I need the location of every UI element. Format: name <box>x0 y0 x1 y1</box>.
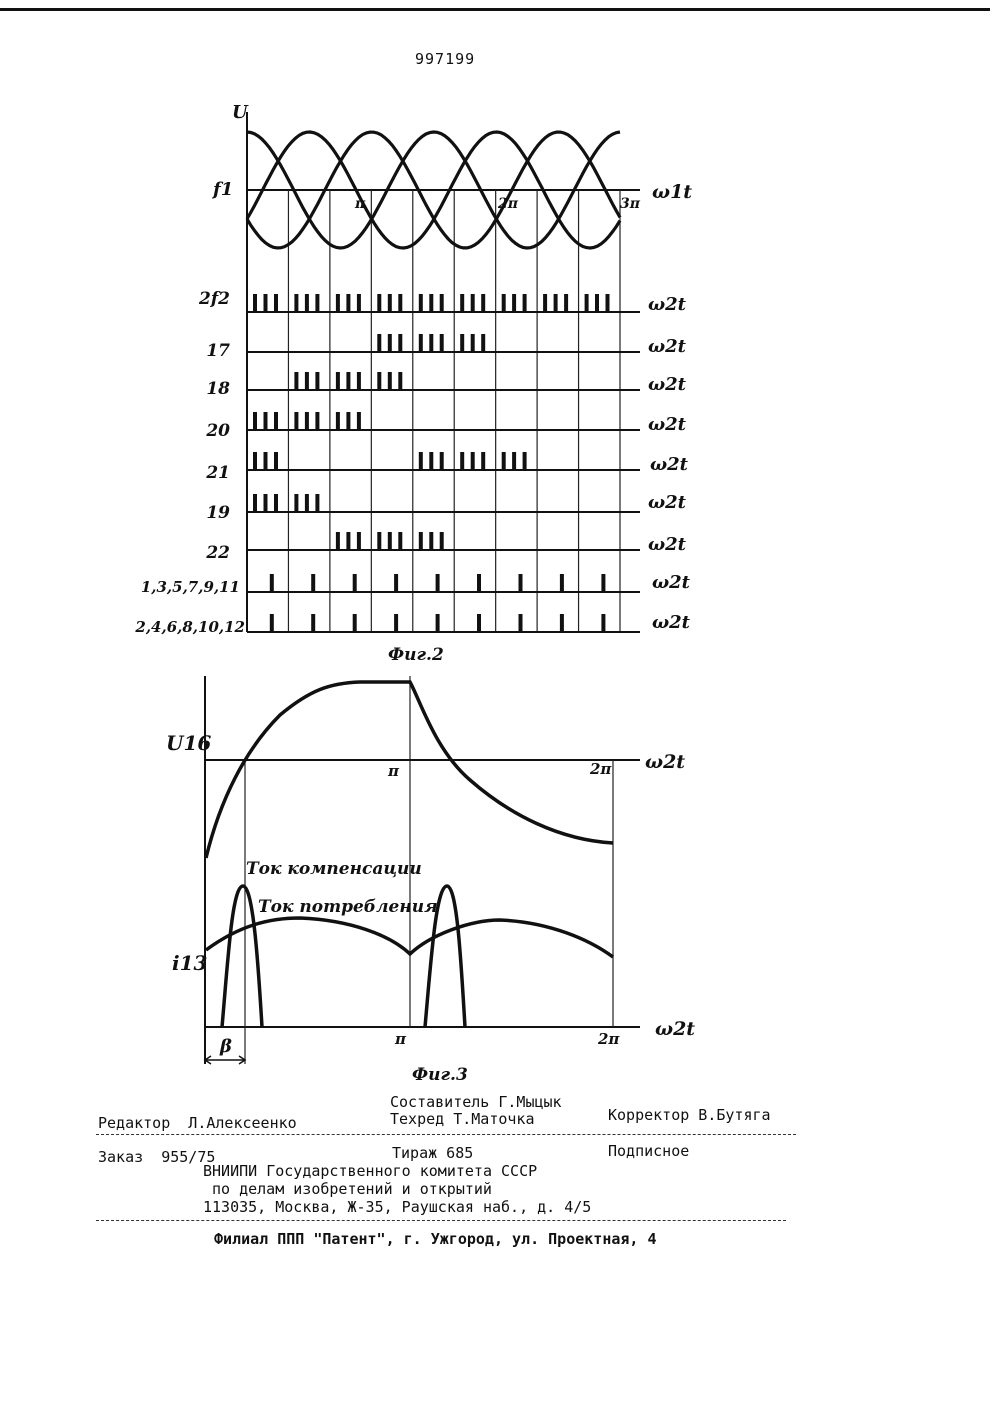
pulse-mark <box>601 574 605 592</box>
fig3-pi-label-top: π <box>388 762 399 780</box>
pulse-mark <box>274 452 278 470</box>
org-line-2: по делам изобретений и открытий <box>212 1180 492 1198</box>
pulse-mark <box>311 614 315 632</box>
pulse-mark <box>274 294 278 312</box>
pulse-mark <box>502 294 506 312</box>
subscription-line: Подписное <box>608 1142 690 1160</box>
omega2t-label-row5: ω2t <box>650 454 688 475</box>
pulse-mark <box>270 614 274 632</box>
address-line: 113035, Москва, Ж-35, Раушская наб., д. 4/5 <box>203 1198 592 1216</box>
pulse-mark <box>512 452 516 470</box>
pulse-mark <box>377 334 381 352</box>
footer-divider-1 <box>96 1134 796 1135</box>
pulse-mark <box>419 452 423 470</box>
row-label-22: 22 <box>206 543 230 563</box>
row-label-odd: 1,3,5,7,9,11 <box>140 578 240 596</box>
pulse-mark <box>377 372 381 390</box>
pulse-mark <box>564 294 568 312</box>
pulse-mark <box>346 372 350 390</box>
pulse-mark <box>346 294 350 312</box>
pulse-mark <box>394 614 398 632</box>
pulse-mark <box>274 494 278 512</box>
pulse-mark <box>315 494 319 512</box>
pulse-mark <box>264 452 268 470</box>
row-label-19: 19 <box>206 503 230 523</box>
branch-line: Филиал ППП "Патент", г. Ужгород, ул. Проектная, 4 <box>214 1230 657 1248</box>
pulse-mark <box>606 294 610 312</box>
pulse-mark <box>294 294 298 312</box>
pulse-mark <box>419 334 423 352</box>
pulse-mark <box>460 294 464 312</box>
order-line: Заказ 955/75 <box>98 1148 216 1166</box>
pulse-mark <box>419 532 423 550</box>
circulation-line: Тираж 685 <box>392 1144 474 1162</box>
pulse-mark <box>264 294 268 312</box>
pulse-mark <box>601 614 605 632</box>
pulse-mark <box>519 574 523 592</box>
pulse-mark <box>429 532 433 550</box>
pulse-mark <box>336 294 340 312</box>
pulse-mark <box>460 334 464 352</box>
pulse-mark <box>429 452 433 470</box>
fig3-2pi-label-bottom: 2π <box>598 1030 620 1048</box>
fig2-f1-label: f1 <box>213 179 234 200</box>
pulse-mark <box>398 532 402 550</box>
fig2-u-label: U <box>232 102 248 123</box>
fig3-pi-label-bottom: π <box>395 1030 406 1048</box>
fig3-2pi-label-top: 2π <box>590 760 612 778</box>
pulse-mark <box>357 294 361 312</box>
figure-3 <box>166 676 695 1085</box>
omega2t-label-row4: ω2t <box>648 414 686 435</box>
pulse-mark <box>398 294 402 312</box>
corrector-line: Корректор В.Бутяга <box>608 1106 771 1124</box>
pulse-mark <box>429 334 433 352</box>
pulse-mark <box>398 334 402 352</box>
pulse-mark <box>346 412 350 430</box>
compensation-current-pulse-1 <box>222 886 262 1027</box>
pulse-mark <box>305 412 309 430</box>
pulse-mark <box>471 334 475 352</box>
pulse-mark <box>585 294 589 312</box>
pulse-mark <box>353 574 357 592</box>
pulse-mark <box>253 294 257 312</box>
omega2t-label-row2: ω2t <box>648 336 686 357</box>
row-label-18: 18 <box>206 379 230 399</box>
pulse-mark <box>523 452 527 470</box>
compiler-line: Составитель Г.Мыцык <box>390 1093 562 1111</box>
pulse-mark <box>315 372 319 390</box>
omega2t-label-row7: ω2t <box>648 534 686 555</box>
beta-label: β <box>220 1036 232 1057</box>
pulse-mark <box>519 614 523 632</box>
pulse-mark <box>440 294 444 312</box>
row-label-20: 20 <box>206 421 230 441</box>
consumption-current-label: Ток потребления <box>258 897 438 917</box>
u16-label: U16 <box>166 731 212 755</box>
pulse-mark <box>436 614 440 632</box>
pulse-mark <box>388 532 392 550</box>
fig2-grid-lines <box>288 190 620 632</box>
techred-line: Техред Т.Маточка <box>390 1110 535 1128</box>
fig3-caption: Фиг.3 <box>412 1065 468 1085</box>
pulse-mark <box>357 372 361 390</box>
fig2-pulse-trains <box>247 294 640 632</box>
pulse-mark <box>543 294 547 312</box>
pulse-mark <box>471 294 475 312</box>
pulse-mark <box>377 294 381 312</box>
pulse-mark <box>477 574 481 592</box>
pulse-mark <box>305 294 309 312</box>
pulse-mark <box>270 574 274 592</box>
pulse-mark <box>394 574 398 592</box>
pulse-mark <box>477 614 481 632</box>
row-label-even: 2,4,6,8,10,12 <box>135 618 245 636</box>
beta-dimension <box>205 1056 245 1064</box>
pulse-mark <box>305 372 309 390</box>
pulse-mark <box>311 574 315 592</box>
pulse-mark <box>560 574 564 592</box>
pulse-mark <box>440 452 444 470</box>
pulse-mark <box>481 452 485 470</box>
pulse-mark <box>357 532 361 550</box>
omega2t-label-row1: ω2t <box>648 294 686 315</box>
pulse-mark <box>377 532 381 550</box>
pulse-mark <box>264 494 268 512</box>
fig2-row-labels <box>134 289 245 636</box>
pulse-mark <box>502 452 506 470</box>
pulse-mark <box>294 494 298 512</box>
pulse-mark <box>436 574 440 592</box>
pulse-mark <box>353 614 357 632</box>
pulse-mark <box>388 294 392 312</box>
pulse-mark <box>315 294 319 312</box>
pulse-mark <box>346 532 350 550</box>
fig2-omega2t-labels <box>648 294 691 633</box>
org-line-1: ВНИИПИ Государственного комитета СССР <box>203 1162 538 1180</box>
omega2t-label-row8: ω2t <box>652 572 690 593</box>
pulse-mark <box>460 452 464 470</box>
fig2-omega1t-label: ω1t <box>652 181 693 203</box>
pulse-mark <box>388 334 392 352</box>
pulse-mark <box>305 494 309 512</box>
pulse-mark <box>440 334 444 352</box>
row-label-17: 17 <box>206 341 230 361</box>
footer-divider-2 <box>96 1220 786 1221</box>
fig2-pi-tick: π <box>355 196 366 212</box>
patent-number: 997199 <box>415 50 476 68</box>
compensation-current-label: Ток компенсации <box>246 859 422 879</box>
pulse-mark <box>560 614 564 632</box>
pulse-mark <box>336 532 340 550</box>
i13-label: i13 <box>172 951 208 975</box>
pulse-mark <box>253 412 257 430</box>
pulse-mark <box>388 372 392 390</box>
pulse-mark <box>429 294 433 312</box>
pulse-mark <box>512 294 516 312</box>
pulse-mark <box>253 494 257 512</box>
pulse-mark <box>315 412 319 430</box>
pulse-mark <box>440 532 444 550</box>
pulse-mark <box>398 372 402 390</box>
pulse-mark <box>481 294 485 312</box>
pulse-mark <box>274 412 278 430</box>
pulse-mark <box>336 372 340 390</box>
pulse-mark <box>264 412 268 430</box>
fig3-top-axis-label: ω2t <box>645 751 686 773</box>
fig2-2pi-tick: 2π <box>498 196 518 212</box>
pulse-mark <box>294 412 298 430</box>
pulse-mark <box>471 452 475 470</box>
fig2-caption: Фиг.2 <box>388 645 444 665</box>
row-label-2f2: 2f2 <box>199 289 230 309</box>
pulse-mark <box>595 294 599 312</box>
editor-line: Редактор Л.Алексеенко <box>98 1114 297 1132</box>
pulse-mark <box>554 294 558 312</box>
fig2-3pi-tick: 3π <box>620 196 640 212</box>
pulse-mark <box>523 294 527 312</box>
fig3-bottom-axis-label: ω2t <box>655 1018 696 1040</box>
omega2t-label-row3: ω2t <box>648 374 686 395</box>
omega2t-label-row9: ω2t <box>652 612 690 633</box>
pulse-mark <box>336 412 340 430</box>
omega2t-label-row6: ω2t <box>648 492 686 513</box>
pulse-mark <box>253 452 257 470</box>
pulse-mark <box>357 412 361 430</box>
pulse-mark <box>481 334 485 352</box>
row-label-21: 21 <box>206 463 230 483</box>
pulse-mark <box>419 294 423 312</box>
pulse-mark <box>294 372 298 390</box>
